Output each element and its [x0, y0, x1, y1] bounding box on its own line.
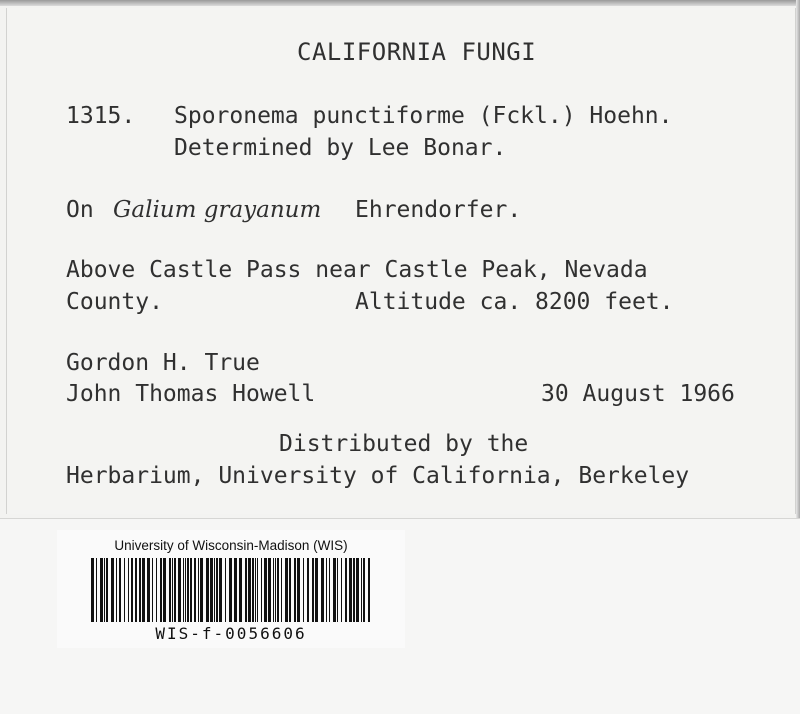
barcode-bar [329, 558, 330, 622]
barcode-bar [111, 558, 114, 622]
label-title: CALIFORNIA FUNGI [297, 38, 537, 66]
barcode-bar [106, 558, 108, 622]
barcode-bar [172, 558, 173, 622]
barcode-bar [96, 558, 97, 622]
barcode-label [57, 530, 405, 648]
barcode-bar [139, 558, 141, 622]
determiner: Determined by Lee Bonar. [174, 135, 507, 161]
barcode-bar [183, 558, 184, 622]
barcode-bar [234, 558, 237, 622]
barcode-bar [275, 558, 276, 622]
host-author: Ehrendorfer. [355, 197, 522, 223]
barcode-bar [219, 558, 222, 622]
barcode-bar [268, 558, 271, 622]
barcode-bar [147, 558, 150, 622]
barcode-bars [91, 558, 371, 622]
barcode-bar [187, 558, 189, 622]
barcode-bar [277, 558, 279, 622]
barcode-bar [152, 558, 153, 622]
barcode-bar [100, 558, 103, 622]
barcode-bar [200, 558, 203, 622]
barcode-bar [104, 558, 105, 622]
barcode-bar [119, 558, 121, 622]
barcode-bar [229, 558, 232, 622]
barcode-bar [239, 558, 242, 622]
barcode-bar [185, 558, 186, 622]
barcode-bar [303, 558, 304, 622]
barcode-bar [312, 558, 314, 622]
barcode-bar [248, 558, 251, 622]
barcode-bar [116, 558, 117, 622]
barcode-bar [356, 558, 359, 622]
host-prefix: On [66, 197, 94, 223]
collector-2: John Thomas Howell [66, 381, 316, 407]
barcode-bar [307, 558, 309, 622]
barcode-bar [297, 558, 300, 622]
barcode-bar [163, 558, 166, 622]
barcode-bar [368, 558, 370, 622]
collection-date: 30 August 1966 [541, 381, 735, 407]
barcode-bar [156, 558, 157, 622]
barcode-bar [131, 558, 133, 622]
barcode-bar [337, 558, 338, 622]
barcode-bar [210, 558, 213, 622]
barcode-bar [142, 558, 145, 622]
packet-top-edge [0, 0, 800, 6]
barcode-bar [91, 558, 94, 622]
barcode-bar [341, 558, 342, 622]
host-species: Galium grayanum [113, 197, 322, 223]
barcode-bar [345, 558, 347, 622]
locality-line-1: Above Castle Pass near Castle Peak, Nevada [66, 257, 648, 283]
barcode-bar [321, 558, 324, 622]
specimen-number: 1315. [66, 103, 136, 129]
barcode-bar [294, 558, 296, 622]
barcode-bar [261, 558, 262, 622]
barcode-bar [206, 558, 209, 622]
barcode-bar [264, 558, 267, 622]
barcode-bar [178, 558, 181, 622]
barcode-bar [281, 558, 282, 622]
barcode-bar [225, 558, 226, 622]
distributed-line-1: Distributed by the [279, 431, 529, 457]
barcode-bar [124, 558, 125, 622]
barcode-bar [190, 558, 192, 622]
locality-line-2: County. [66, 289, 163, 315]
barcode-bar [289, 558, 291, 622]
barcode-bar [255, 558, 256, 622]
barcode-bar [363, 558, 365, 622]
barcode-bar [174, 558, 176, 622]
barcode-bar [160, 558, 162, 622]
barcode-bar [326, 558, 327, 622]
barcode-bar [216, 558, 218, 622]
barcode-bar [214, 558, 215, 622]
distributed-line-2: Herbarium, University of California, Berkeley [66, 463, 690, 489]
altitude: Altitude ca. 8200 feet. [355, 289, 674, 315]
barcode-bar [273, 558, 274, 622]
barcode-bar [353, 558, 355, 622]
barcode-bar [135, 558, 137, 622]
barcode-bar [349, 558, 352, 622]
collector-1: Gordon H. True [66, 350, 260, 376]
barcode-bar [169, 558, 171, 622]
barcode-bar [285, 558, 288, 622]
barcode-bar [315, 558, 318, 622]
barcode-bar [128, 558, 129, 622]
barcode-bar [245, 558, 247, 622]
barcode-bar [257, 558, 258, 622]
barcode-bar [361, 558, 362, 622]
barcode-number: WIS-f-0056606 [155, 624, 307, 643]
barcode-institution: University of Wisconsin-Madison (WIS) [114, 538, 348, 553]
barcode-bar [198, 558, 199, 622]
barcode-bar [333, 558, 336, 622]
barcode-bar [252, 558, 254, 622]
taxon-name: Sporonema punctiforme (Fckl.) Hoehn. [174, 103, 673, 129]
barcode-bar [194, 558, 196, 622]
